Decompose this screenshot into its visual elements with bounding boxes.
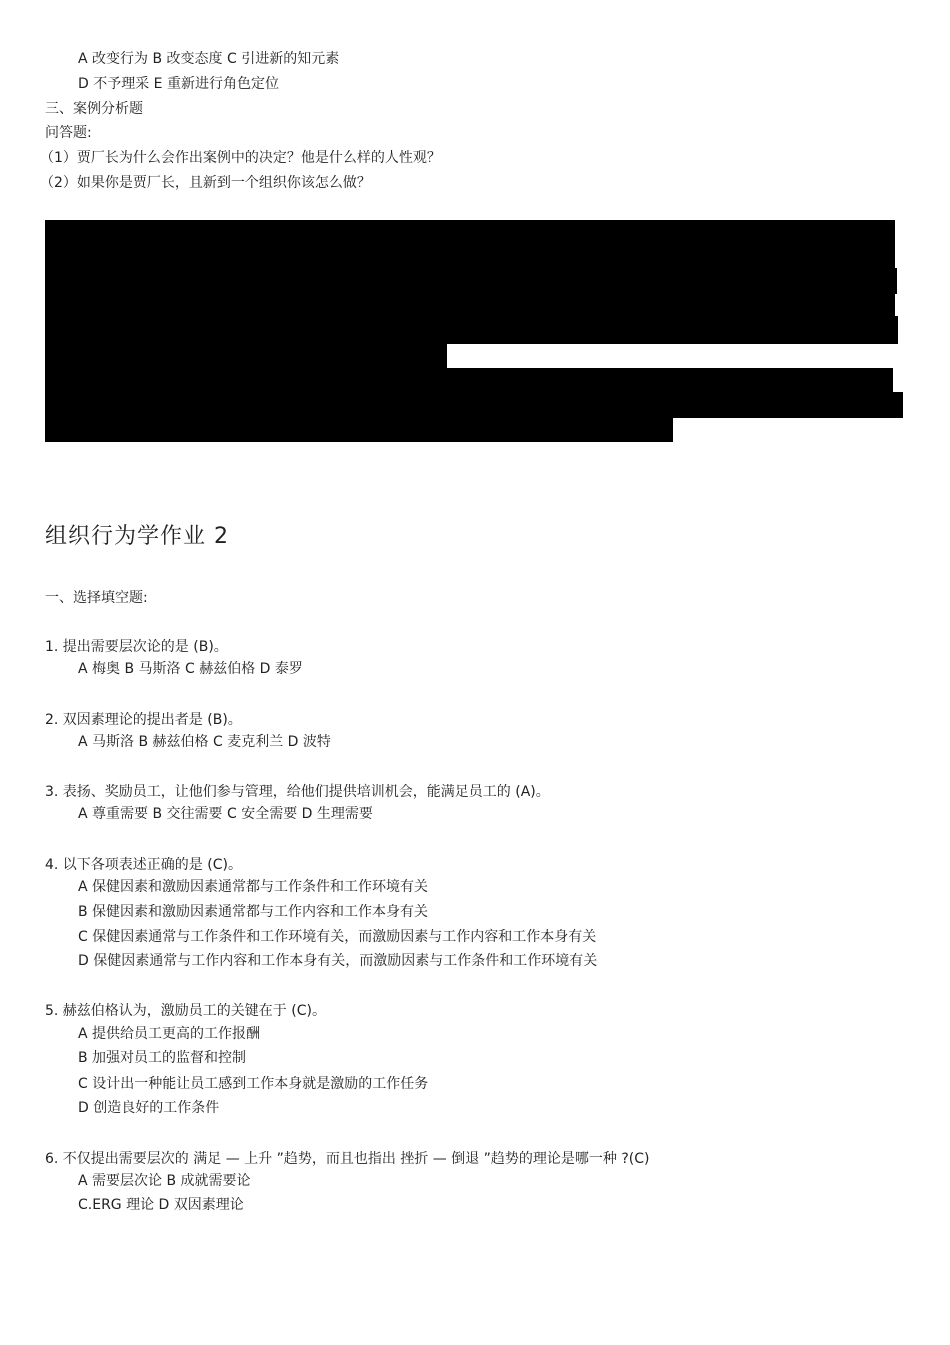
prev-options-line-1: A 改变行为 B 改变态度 C 引进新的知元素 xyxy=(78,51,340,67)
question-6-stem: 6. 不仅提出需要层次的 满足 — 上升 ”趋势，而且也指出 挫折 — 倒退 ”趋势的理论是哪一种 ?(C) xyxy=(45,1151,650,1167)
question-3-options: A 尊重需要 B 交往需要 C 安全需要 D 生理需要 xyxy=(78,806,373,822)
question-2-stem: 2. 双因素理论的提出者是 (B)。 xyxy=(45,712,242,728)
question-5-option-d: D 创造良好的工作条件 xyxy=(78,1100,220,1116)
question-2-options: A 马斯洛 B 赫兹伯格 C 麦克利兰 D 波特 xyxy=(78,734,331,750)
case-question-1: （1）贾厂长为什么会作出案例中的决定？他是什么样的人性观？ xyxy=(40,150,441,166)
question-1-stem: 1. 提出需要层次论的是 (B)。 xyxy=(45,639,228,655)
section-heading: 一、选择填空题: xyxy=(45,590,148,606)
question-6-options-line-2: C.ERG 理论 D 双因素理论 xyxy=(78,1197,244,1213)
question-5-stem: 5. 赫兹伯格认为，激励员工的关键在于 (C)。 xyxy=(45,1003,326,1019)
question-4-option-a: A 保健因素和激励因素通常都与工作条件和工作环境有关 xyxy=(78,879,429,895)
question-5-option-c: C 设计出一种能让员工感到工作本身就是激励的工作任务 xyxy=(78,1076,429,1092)
question-4-stem: 4. 以下各项表述正确的是 (C)。 xyxy=(45,857,242,873)
question-4-option-c: C 保健因素通常与工作条件和工作环境有关，而激励因素与工作内容和工作本身有关 xyxy=(78,929,597,945)
question-5-option-a: A 提供给员工更高的工作报酬 xyxy=(78,1026,261,1042)
question-6-options-line-1: A 需要层次论 B 成就需要论 xyxy=(78,1173,251,1189)
case-analysis-heading: 三、案例分析题 xyxy=(45,101,143,117)
case-question-2: （2）如果你是贾厂长，且新到一个组织你该怎么做？ xyxy=(40,175,371,191)
qa-heading: 问答题: xyxy=(45,125,92,141)
question-1-options: A 梅奥 B 马斯洛 C 赫兹伯格 D 泰罗 xyxy=(78,661,303,677)
question-5-option-b: B 加强对员工的监督和控制 xyxy=(78,1050,247,1066)
page-title: 组织行为学作业 2 xyxy=(45,524,229,549)
question-4-option-b: B 保健因素和激励因素通常都与工作内容和工作本身有关 xyxy=(78,904,429,920)
question-4-option-d: D 保健因素通常与工作内容和工作本身有关，而激励因素与工作条件和工作环境有关 xyxy=(78,953,598,969)
prev-options-line-2: D 不予理采 E 重新进行角色定位 xyxy=(78,76,279,92)
question-3-stem: 3. 表扬、奖励员工，让他们参与管理，给他们提供培训机会，能满足员工的 (A)。 xyxy=(45,784,550,800)
